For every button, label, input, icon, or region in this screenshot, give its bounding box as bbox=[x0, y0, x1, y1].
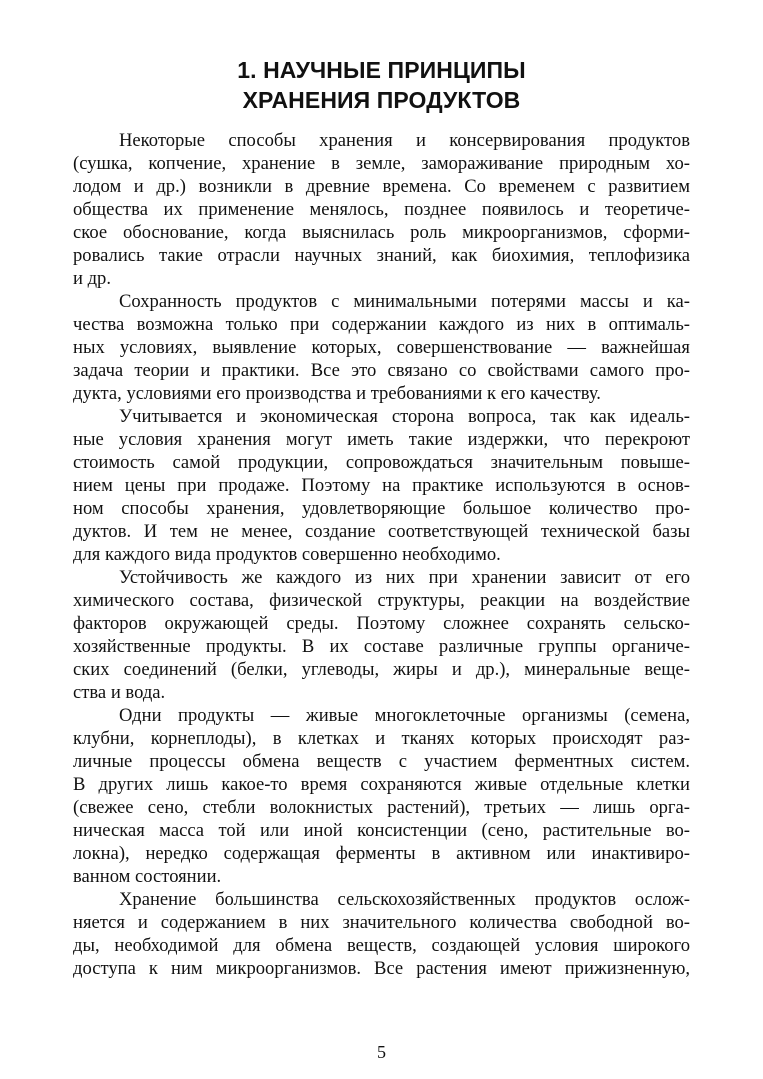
paragraph-line: дуктов. И тем не менее, создание соответствующей технической базы bbox=[73, 521, 690, 542]
paragraph bbox=[73, 566, 690, 704]
paragraph-line: ном способы хранения, удовлетворяющие большое количество про- bbox=[73, 498, 690, 519]
paragraph-line: Учитывается и экономическая сторона вопроса, так как идеаль- bbox=[119, 406, 690, 427]
paragraph-line: ских соединений (белки, углеводы, жиры и др.), минеральные веще- bbox=[73, 659, 690, 680]
paragraph-line: Устойчивость же каждого из них при хранении зависит от его bbox=[119, 567, 690, 588]
paragraph-line: (свежее сено, стебли волокнистых растений), третьих — лишь орга- bbox=[73, 797, 690, 818]
paragraph-line: лодом и др.) возникли в древние времена. Со временем с развитием bbox=[73, 176, 690, 197]
paragraph-line: факторов окружающей среды. Поэтому сложнее сохранять сельско- bbox=[73, 613, 690, 634]
chapter-title-line-2: ХРАНЕНИЯ ПРОДУКТОВ bbox=[242, 87, 521, 113]
paragraph-line: няется и содержанием в них значительного количества свободной во- bbox=[73, 912, 690, 933]
chapter-title bbox=[0, 55, 763, 115]
paragraph-line: Сохранность продуктов с минимальными потерями массы и ка- bbox=[119, 291, 690, 312]
paragraph-line: нием цены при продаже. Поэтому на практике используются в основ- bbox=[73, 475, 690, 496]
chapter-title-line-1: 1. НАУЧНЫЕ ПРИНЦИПЫ bbox=[237, 57, 526, 83]
paragraph-line: ровались такие отрасли научных знаний, как биохимия, теплофизика bbox=[73, 245, 690, 266]
paragraph-line: ных условиях, выявление которых, совершенствование — важнейшая bbox=[73, 337, 690, 358]
paragraph-line: задача теории и практики. Все это связано со свойствами самого про- bbox=[73, 360, 690, 381]
body-text bbox=[73, 129, 690, 980]
paragraph-line: клубни, корнеплоды), в клетках и тканях которых происходят раз- bbox=[73, 728, 690, 749]
paragraph bbox=[73, 888, 690, 980]
paragraph-line: локна), нередко содержащая ферменты в активном или инактивиро- bbox=[73, 843, 690, 864]
page-number: 5 bbox=[377, 1042, 386, 1062]
paragraph-line: Хранение большинства сельскохозяйственных продуктов ослож- bbox=[119, 889, 690, 910]
paragraph bbox=[73, 704, 690, 888]
paragraph-line: общества их применение менялось, позднее появилось и теоретиче- bbox=[73, 199, 690, 220]
paragraph-line: стоимость самой продукции, сопровождаться значительным повыше- bbox=[73, 452, 690, 473]
paragraph-line: Некоторые способы хранения и консервирования продуктов bbox=[119, 130, 690, 151]
paragraph bbox=[73, 290, 690, 405]
paragraph-line: (сушка, копчение, хранение в земле, замораживание природным хо- bbox=[73, 153, 690, 174]
paragraph-line: В других лишь какое-то время сохраняются живые отдельные клетки bbox=[73, 774, 690, 795]
paragraph-line: хозяйственные продукты. В их составе различные группы органиче- bbox=[73, 636, 690, 657]
paragraph bbox=[73, 405, 690, 566]
paragraph-line: дукта, условиями его производства и требованиями к его качеству. bbox=[73, 383, 601, 404]
paragraph-line: и др. bbox=[73, 268, 112, 289]
paragraph-line: ства и вода. bbox=[73, 682, 166, 703]
paragraph-line: химического состава, физической структуры, реакции на воздействие bbox=[73, 590, 690, 611]
paragraph-line: доступа к ним микроорганизмов. Все растения имеют прижизненную, bbox=[73, 958, 690, 979]
paragraph bbox=[73, 129, 690, 290]
paragraph-line: личные процессы обмена веществ с участием ферментных систем. bbox=[73, 751, 690, 772]
paragraph-line: Одни продукты — живые многоклеточные организмы (семена, bbox=[119, 705, 690, 726]
paragraph-line: ды, необходимой для обмена веществ, создающей условия широкого bbox=[73, 935, 690, 956]
paragraph-line: ское обоснование, когда выяснилась роль микроорганизмов, сформи- bbox=[73, 222, 690, 243]
paragraph-line: ные условия хранения могут иметь такие издержки, что перекроют bbox=[73, 429, 690, 450]
paragraph-line: чества возможна только при содержании каждого из них в оптималь- bbox=[73, 314, 690, 335]
paragraph-line: для каждого вида продуктов совершенно необходимо. bbox=[73, 544, 501, 565]
paragraph-line: ническая масса той или иной консистенции (сено, растительные во- bbox=[73, 820, 690, 841]
paragraph-line: ванном состоянии. bbox=[73, 866, 222, 887]
